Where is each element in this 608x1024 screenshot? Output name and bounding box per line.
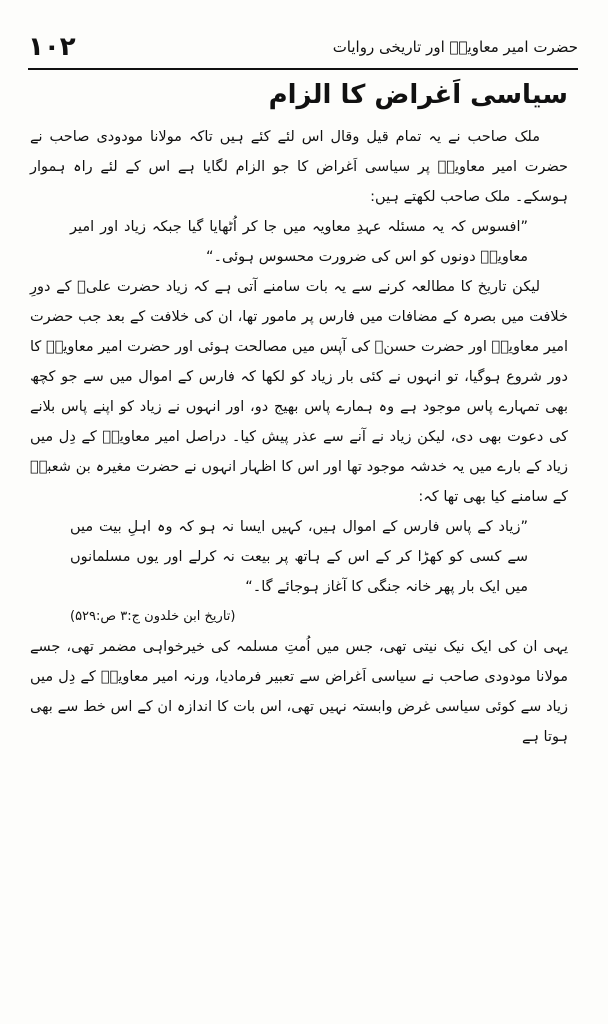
header-divider: [28, 68, 578, 70]
citation: (تاریخ ابن خلدون ج:۳ ص:۵۲۹): [70, 609, 236, 624]
running-title: حضرت امیر معاویہؓ اور تاریخی روایات: [332, 38, 578, 56]
quote-1: ”افسوس کہ یہ مسئلہ عہدِ معاویہ میں جا کر اُٹھایا گیا جبکہ زیاد اور امیر معاویہؓ دونوں کو اس کی ضرورت محسوس ہوئی۔“: [70, 219, 528, 265]
quote-2: ”زیاد کے پاس فارس کے اموال ہیں، کہیں ایسا نہ ہو کہ وہ اہلِ بیت میں سے کسی کو کھڑا کر کے اس کے ہاتھ پر بیعت نہ کرلے اور یوں مسلمانوں میں ایک بار پھر خانہ جنگی کا آغاز ہوجائے گا۔“: [70, 519, 528, 595]
page-header: [28, 30, 578, 66]
page-number: ۱۰۲: [28, 32, 76, 62]
section-heading: سیاسی اَغراض کا الزام: [268, 80, 568, 110]
paragraph-3: یہی ان کی ایک نیک نیتی تھی، جس میں اُمتِ مسلمہ کی خیرخواہی مضمر تھی، جسے مولانا مودودی صاحب نے سیاسی اَغراض سے تعبیر فرمادیا، ورنہ امیر معاویہؓ کے دِل میں زیاد سے کوئی سیاسی غرض وابستہ نہیں تھی، اس بات کا اندازہ ان کے اس خط سے بھی ہوتا ہے: [30, 639, 568, 745]
body-text: [30, 122, 568, 752]
paragraph-2: لیکن تاریخ کا مطالعہ کرنے سے یہ بات سامنے آتی ہے کہ زیاد حضرت علیؓ کے دورِ خلافت میں بصرہ کے مضافات میں فارس پر مامور تھا، ان کی خلافت کے بعد جب حضرت امیر معاویہؓ اور حضرت حسنؓ کی آپس میں مصالحت ہوئی اور حضرت امیر معاویہؓ کا دور شروع ہوگیا، تو انہوں نے کئی بار زیاد کو لکھا کہ فارس کے اموال میں سے جو کچھ بھی تمہارے پاس موجود ہے وہ ہمارے پاس بھیج دو، اور انہوں نے زیاد کو اپنے پاس بلانے کی دعوت بھی دی، لیکن زیاد نے آنے سے عذر پیش کیا۔ دراصل امیر معاویہؓ کے دِل میں زیاد کے بارے میں یہ خدشہ موجود تھا اور اس کا اظہار انہوں نے حضرت مغیرہ بن شعبہؓ کے سامنے کیا بھی تھا کہ:: [30, 279, 568, 505]
paragraph-1: ملک صاحب نے یہ تمام قیل وقال اس لئے کئے ہیں تاکہ مولانا مودودی صاحب نے حضرت امیر معاویہؓ پر سیاسی اَغراض کا جو الزام لگایا ہے اس کے لئے راہ ہموار ہوسکے۔ ملک صاحب لکھتے ہیں:: [30, 129, 568, 205]
